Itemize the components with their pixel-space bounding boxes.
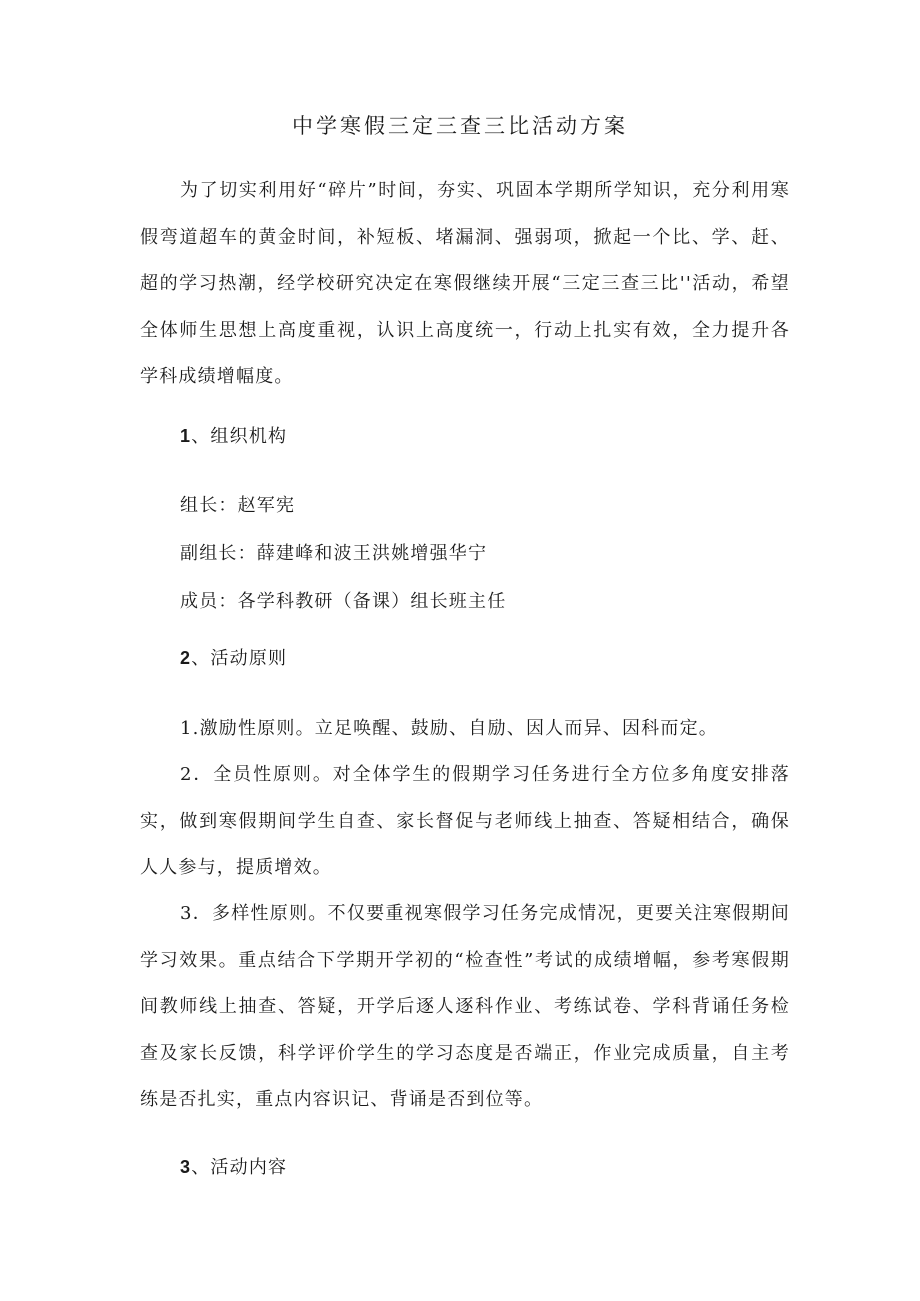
team-leader: 组长：赵军宪	[180, 495, 296, 516]
section-heading-organization	[180, 421, 287, 452]
document-title: 中学寒假三定三查三比活动方案	[292, 114, 628, 138]
intro-paragraph: 为了切实利用好“碎片”时间，夯实、巩固本学期所学知识，充分利用寒假弯道超车的黄金时间，补短板、堵漏洞、强弱项，掀起一个比、学、赶、超的学习热潮，经学校研究决定在寒假继续开展“三定三查三比''活动，希望全体师生思想上高度重视，认识上高度统一，行动上扎实有效，全力提升各学科成绩增幅度。	[140, 180, 790, 387]
section-heading-content	[180, 1152, 287, 1183]
principle-1: 1.激励性原则。立足唤醒、鼓励、自励、因人而异、因科而定。	[180, 718, 718, 739]
section-title: 、组织机构	[191, 426, 288, 447]
principle-3: 3．多样性原则。不仅要重视寒假学习任务完成情况，更要关注寒假期间学习效果。重点结合下学期开学初的“检查性”考试的成绩增幅，参考寒假期间教师线上抽查、答疑，开学后逐人逐科作业、考练试卷、学科背诵任务检查及家长反馈，科学评价学生的学习态度是否端正，作业完成质量，自主考练是否扎实，重点内容识记、背诵是否到位等。	[140, 903, 790, 1110]
section-number: 1	[180, 426, 192, 446]
section-number: 3	[180, 1157, 192, 1177]
section-number: 2	[180, 648, 192, 668]
principle-2: 2．全员性原则。对全体学生的假期学习任务进行全方位多角度安排落实，做到寒假期间学生自查、家长督促与老师线上抽查、答疑相结合，确保人人参与，提质增效。	[140, 764, 790, 878]
section-title: 、活动原则	[191, 648, 288, 669]
section-heading-principles	[180, 643, 287, 674]
section-title: 、活动内容	[191, 1157, 288, 1178]
team-members: 成员：各学科教研（备课）组长班主任	[180, 591, 507, 612]
deputy-leaders: 副组长：薛建峰和波王洪姚增强华宁	[180, 543, 488, 564]
